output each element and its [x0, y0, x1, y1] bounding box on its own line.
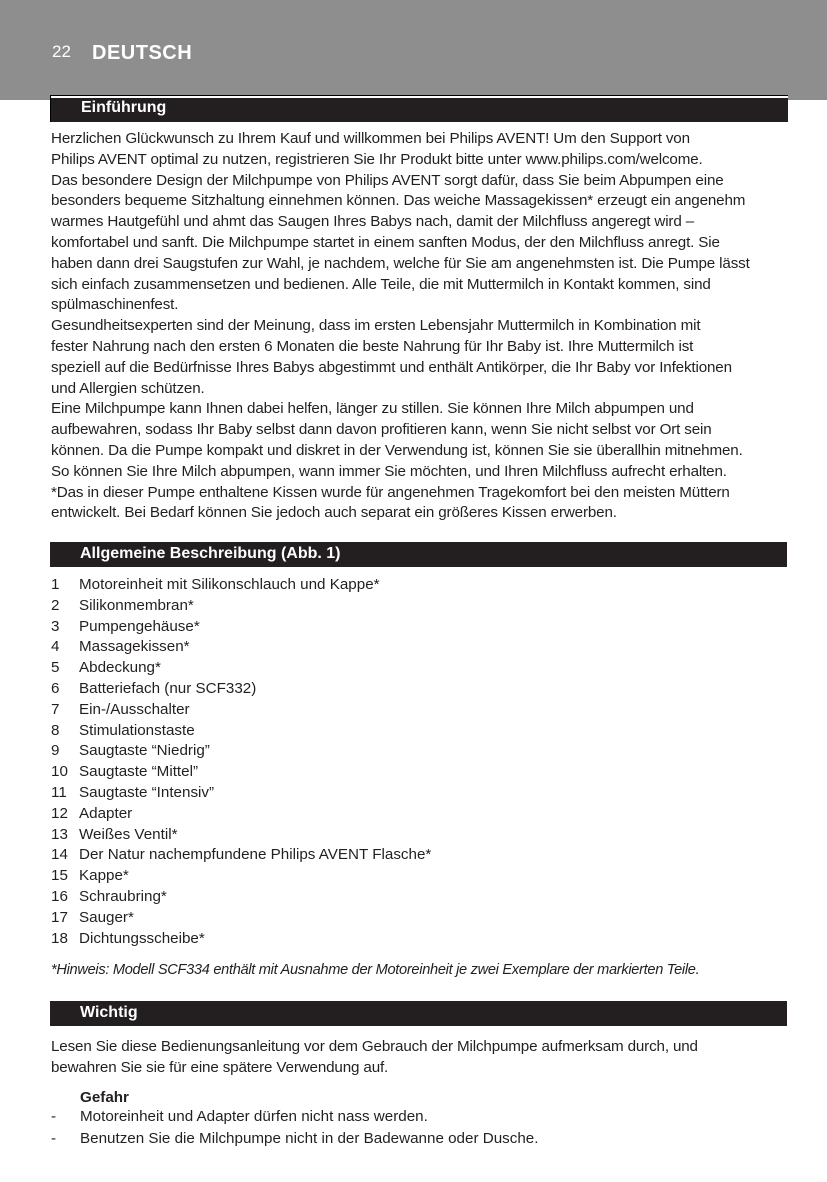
list-item: [51, 679, 431, 700]
text-line: Das besondere Design der Milchpumpe von Philips AVENT sorgt dafür, dass Sie beim Abpumpen eine: [51, 171, 724, 189]
text-line: fester Nahrung nach den ersten 6 Monaten die beste Nahrung für Ihr Baby ist. Ihre Muttermilch ist: [51, 337, 694, 355]
item-text: Massagekissen*: [79, 638, 190, 656]
section-header-description: [50, 542, 787, 567]
item-text: Pumpengehäuse*: [79, 617, 200, 635]
item-number: 6: [51, 679, 60, 697]
item-text: Der Natur nachempfundene Philips AVENT Flasche*: [79, 846, 432, 864]
language-title: DEUTSCH: [92, 42, 193, 64]
text-line: Eine Milchpumpe kann Ihnen dabei helfen, länger zu stillen. Sie können Ihre Milch abpumpen und: [51, 400, 694, 418]
item-text: Kappe*: [79, 867, 129, 885]
item-text: Saugtaste “Niedrig”: [79, 742, 210, 760]
text-line: Herzlichen Glückwunsch zu Ihrem Kauf und willkommen bei Philips AVENT! Um den Support von: [51, 130, 690, 147]
list-item: [51, 804, 431, 825]
item-text: Schraubring*: [79, 887, 167, 905]
section-header-intro: [50, 95, 788, 122]
model-note: *Hinweis: Modell SCF334 enthält mit Ausnahme der Motoreinheit je zwei Exemplare der markierten Teile.: [51, 962, 700, 978]
item-text: Weißes Ventil*: [79, 825, 178, 843]
text-line: Philips AVENT optimal zu nutzen, registrieren Sie Ihr Produkt bitte unter www.philips.com/welcome.: [51, 150, 703, 168]
item-number: 4: [51, 638, 60, 656]
text-line: speziell auf die Bedürfnisse Ihres Babys abgestimmt und enthält Antikörper, die Ihr Baby vor Infektionen: [51, 358, 732, 376]
item-number: 16: [51, 887, 68, 905]
text-line: bewahren Sie sie für eine spätere Verwendung auf.: [51, 1058, 389, 1076]
list-item: [51, 887, 431, 908]
list-item: [51, 762, 431, 783]
text-line: spülmaschinenfest.: [51, 296, 179, 314]
list-item: [51, 741, 431, 762]
section-title: Einführung: [81, 99, 167, 116]
list-item: [51, 866, 431, 887]
list-item: [51, 783, 431, 804]
item-text: Stimulationstaste: [79, 721, 195, 739]
list-item: [51, 658, 431, 679]
danger-item: [51, 1130, 538, 1147]
important-paragraph: [51, 1037, 791, 1079]
list-item: [51, 721, 431, 742]
item-number: 14: [51, 846, 68, 864]
item-number: 18: [51, 929, 68, 947]
item-number: 12: [51, 804, 68, 822]
section-title: Wichtig: [80, 1004, 138, 1021]
text-line: Gesundheitsexperten sind der Meinung, dass im ersten Lebensjahr Muttermilch in Kombination mit: [51, 317, 701, 335]
danger-heading: Gefahr: [80, 1089, 129, 1106]
text-line: sich einfach zusammensetzen und bedienen. Alle Teile, die mit Muttermilch in Kontakt kommen, sind: [51, 275, 711, 293]
danger-item-text: Motoreinheit und Adapter dürfen nicht nass werden.: [80, 1108, 428, 1125]
item-number: 2: [51, 596, 60, 614]
item-number: 8: [51, 721, 60, 739]
list-item: [51, 825, 431, 846]
page-number: 22: [52, 42, 71, 61]
text-line: entwickelt. Bei Bedarf können Sie jedoch auch separat ein größeres Kissen erwerben.: [51, 504, 617, 522]
item-text: Ein-/Ausschalter: [79, 700, 190, 718]
text-line: warmes Hautgefühl und ahmt das Saugen Ihres Babys nach, damit der Milchfluss angeregt wird –: [51, 213, 694, 231]
list-item: [51, 845, 431, 866]
list-item: [51, 929, 431, 950]
item-text: Saugtaste “Mittel”: [79, 763, 199, 781]
item-number: 5: [51, 659, 60, 677]
header-bar: [0, 0, 827, 100]
text-line: *Das in dieser Pumpe enthaltene Kissen wurde für angenehmen Tragekomfort bei den meisten Müttern: [51, 483, 730, 501]
item-text: Adapter: [79, 804, 133, 822]
dash-bullet: -: [51, 1130, 57, 1147]
danger-item-text: Benutzen Sie die Milchpumpe nicht in der Badewanne oder Dusche.: [80, 1130, 539, 1147]
item-number: 9: [51, 742, 60, 760]
item-text: Batteriefach (nur SCF332): [79, 679, 257, 697]
list-item: [51, 700, 431, 721]
text-line: komfortabel und sanft. Die Milchpumpe startet in einem sanften Modus, der den Milchfluss anregt. Sie: [51, 233, 720, 251]
item-text: Dichtungsscheibe*: [79, 929, 205, 947]
item-text: Motoreinheit mit Silikonschlauch und Kappe*: [79, 576, 380, 593]
item-number: 3: [51, 617, 60, 635]
item-number: 13: [51, 825, 68, 843]
dash-bullet: -: [51, 1108, 57, 1125]
text-line: aufbewahren, sodass Ihr Baby selbst dann davon profitieren kann, wenn Sie nicht selbst vor Ort sein: [51, 421, 712, 439]
list-item: [51, 908, 431, 929]
item-number: 15: [51, 867, 68, 885]
danger-item: [51, 1108, 428, 1125]
item-text: Sauger*: [79, 908, 134, 926]
section-title: Allgemeine Beschreibung (Abb. 1): [80, 545, 341, 562]
text-line: Lesen Sie diese Bedienungsanleitung vor dem Gebrauch der Milchpumpe aufmerksam durch, und: [51, 1038, 698, 1055]
item-number: 17: [51, 908, 68, 926]
parts-list: [51, 575, 431, 949]
item-number: 10: [51, 763, 68, 781]
text-line: können. Da die Pumpe kompakt und diskret in der Verwendung ist, können Sie sie überallhin mitnehmen.: [51, 441, 743, 459]
text-line: besonders bequeme Sitzhaltung einnehmen können. Das weiche Massagekissen* erzeugt ein angenehm: [51, 192, 746, 210]
item-number: 11: [51, 783, 67, 801]
item-text: Saugtaste “Intensiv”: [79, 783, 215, 801]
text-line: So können Sie Ihre Milch abpumpen, wann immer Sie möchten, und Ihren Milchfluss aufrecht erhalten.: [51, 462, 727, 480]
list-item: [51, 637, 431, 658]
text-line: haben dann drei Saugstufen zur Wahl, je nachdem, welche für Sie am angenehmsten ist. Die Pumpe lässt: [51, 254, 750, 272]
list-item: [51, 617, 431, 638]
text-line: und Allergien schützen.: [51, 379, 205, 397]
item-number: 1: [51, 576, 60, 593]
intro-paragraph: [51, 129, 791, 524]
item-number: 7: [51, 700, 60, 718]
list-item: [51, 596, 431, 617]
item-text: Abdeckung*: [79, 659, 161, 677]
list-item: [51, 575, 431, 596]
section-header-important: [50, 1001, 787, 1026]
item-text: Silikonmembran*: [79, 596, 194, 614]
